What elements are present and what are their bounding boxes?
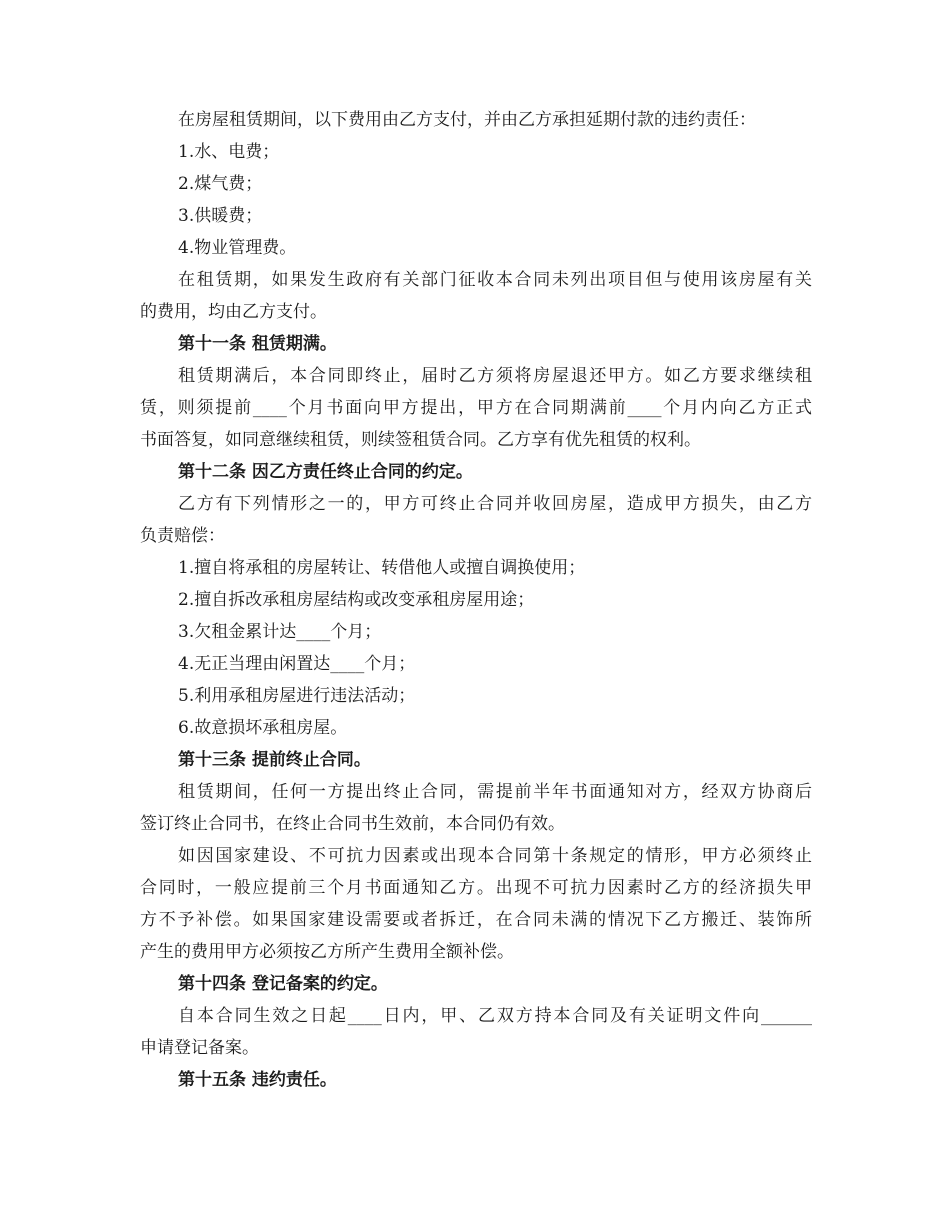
paragraph bbox=[140, 264, 812, 328]
paragraph-line: 1.水、电费； bbox=[178, 142, 280, 162]
paragraph bbox=[140, 648, 812, 680]
article-heading bbox=[140, 328, 812, 360]
paragraph bbox=[140, 360, 812, 456]
paragraph-line: 如因国家建设、不可抗力因素或出现本合同第十条规定的情形，甲方必须终止 bbox=[178, 846, 812, 866]
article-heading bbox=[140, 1064, 812, 1096]
paragraph bbox=[140, 712, 812, 744]
paragraph-line: 3.欠租金累计达____个月； bbox=[178, 622, 382, 642]
paragraph-line: 1.擅自将承租的房屋转让、转借他人或擅自调换使用； bbox=[178, 558, 586, 578]
paragraph bbox=[140, 168, 812, 200]
heading-text: 第十五条 违约责任。 bbox=[178, 1070, 337, 1090]
paragraph-line: 租赁期满后，本合同即终止，届时乙方须将房屋退还甲方。如乙方要求继续租 bbox=[178, 366, 812, 386]
paragraph-line: 2.擅自拆改承租房屋结构或改变承租房屋用途； bbox=[178, 590, 535, 610]
heading-text: 第十一条 租赁期满。 bbox=[178, 334, 337, 354]
paragraph-line: 赁，则须提前____个月书面向甲方提出，甲方在合同期满前____个月内向乙方正式 bbox=[140, 398, 812, 418]
paragraph bbox=[140, 136, 812, 168]
paragraph-line: 签订终止合同书，在终止合同书生效前，本合同仍有效。 bbox=[140, 814, 565, 834]
paragraph-line: 方不予补偿。如果国家建设需要或者拆迁，在合同未满的情况下乙方搬迁、装饰所 bbox=[140, 910, 812, 930]
paragraph bbox=[140, 776, 812, 840]
contract-page bbox=[140, 104, 812, 1096]
paragraph-line: 3.供暖费； bbox=[178, 206, 263, 226]
paragraph-line: 4.物业管理费。 bbox=[178, 238, 297, 258]
paragraph-line: 负责赔偿： bbox=[140, 526, 225, 546]
heading-text: 第十三条 提前终止合同。 bbox=[178, 750, 371, 770]
paragraph-line: 产生的费用甲方必须按乙方所产生费用全额补偿。 bbox=[140, 942, 514, 962]
paragraph bbox=[140, 104, 812, 136]
paragraph-line: 6.故意损坏承租房屋。 bbox=[178, 718, 348, 738]
paragraph bbox=[140, 616, 812, 648]
article-heading bbox=[140, 456, 812, 488]
paragraph bbox=[140, 232, 812, 264]
paragraph-line: 申请登记备案。 bbox=[140, 1038, 259, 1058]
paragraph bbox=[140, 200, 812, 232]
paragraph-line: 乙方有下列情形之一的，甲方可终止合同并收回房屋，造成甲方损失，由乙方 bbox=[178, 494, 812, 514]
paragraph bbox=[140, 680, 812, 712]
paragraph-line: 在房屋租赁期间，以下费用由乙方支付，并由乙方承担延期付款的违约责任： bbox=[178, 110, 756, 130]
paragraph bbox=[140, 840, 812, 968]
paragraph bbox=[140, 488, 812, 552]
paragraph-line: 在租赁期，如果发生政府有关部门征收本合同未列出项目但与使用该房屋有关 bbox=[178, 270, 812, 290]
paragraph-line: 4.无正当理由闲置达____个月； bbox=[178, 654, 416, 674]
paragraph bbox=[140, 584, 812, 616]
paragraph-line: 租赁期间，任何一方提出终止合同，需提前半年书面通知对方，经双方协商后 bbox=[178, 782, 812, 802]
paragraph-line: 合同时，一般应提前三个月书面通知乙方。出现不可抗力因素时乙方的经济损失甲 bbox=[140, 878, 812, 898]
paragraph bbox=[140, 1000, 812, 1064]
paragraph-line: 的费用，均由乙方支付。 bbox=[140, 302, 327, 322]
paragraph-line: 自本合同生效之日起____日内，甲、乙双方持本合同及有关证明文件向______ bbox=[178, 1006, 812, 1026]
heading-text: 第十四条 登记备案的约定。 bbox=[178, 974, 388, 994]
paragraph-line: 书面答复，如同意继续租赁，则续签租赁合同。乙方享有优先租赁的权利。 bbox=[140, 430, 701, 450]
paragraph-line: 5.利用承租房屋进行违法活动； bbox=[178, 686, 416, 706]
paragraph-line: 2.煤气费； bbox=[178, 174, 263, 194]
article-heading bbox=[140, 744, 812, 776]
article-heading bbox=[140, 968, 812, 1000]
heading-text: 第十二条 因乙方责任终止合同的约定。 bbox=[178, 462, 473, 482]
paragraph bbox=[140, 552, 812, 584]
